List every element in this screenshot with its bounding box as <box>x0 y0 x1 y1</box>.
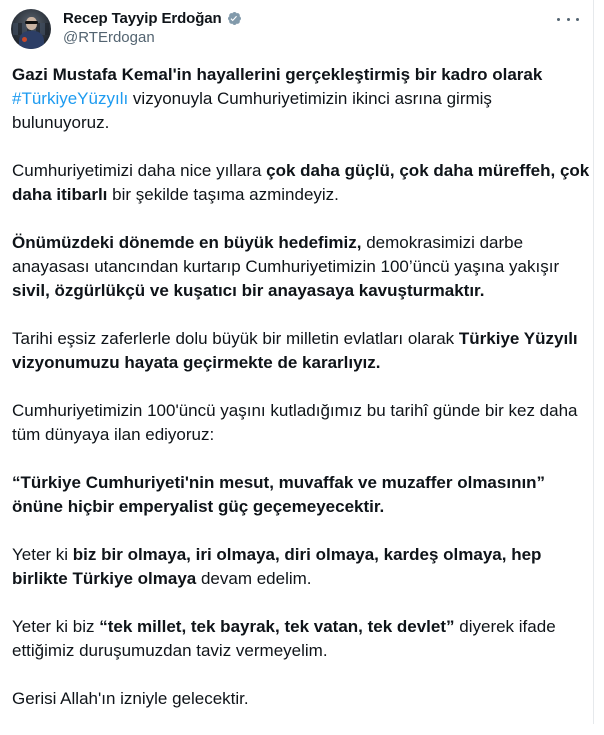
tweet-paragraph <box>12 399 590 447</box>
tweet-paragraph <box>12 159 590 207</box>
author-display-name[interactable]: Recep Tayyip Erdoğan <box>63 9 222 27</box>
text-normal: Yeter ki <box>12 545 73 564</box>
more-dot-icon <box>557 18 560 21</box>
author-handle[interactable]: @RTErdogan <box>63 29 155 46</box>
tweet-paragraph <box>12 63 590 135</box>
tweet-paragraph <box>12 687 590 711</box>
tweet-paragraph <box>12 543 590 591</box>
tweet-paragraph <box>12 231 590 303</box>
text-normal: devam edelim. <box>196 569 312 588</box>
verified-badge-icon <box>226 10 243 27</box>
text-normal: Gerisi Allah'ın izniyle gelecektir. <box>12 689 249 708</box>
text-normal: Yeter ki biz <box>12 617 100 636</box>
more-dot-icon <box>567 18 570 21</box>
hashtag-link[interactable]: #TürkiyeYüzyılı <box>12 89 129 108</box>
avatar-glasses <box>25 21 38 24</box>
timeline-column-border <box>593 0 594 724</box>
avatar[interactable] <box>11 9 51 49</box>
text-bold: Gazi Mustafa Kemal'in hayallerini gerçekleştirmiş bir kadro olarak <box>12 65 543 84</box>
text-bold: “Türkiye Cumhuriyeti'nin mesut, muvaffak ve muzaffer olmasının” önüne hiçbir emperyalist güç geçemeyecektir. <box>12 473 546 516</box>
tweet-paragraph <box>12 471 590 519</box>
text-bold: sivil, özgürlükçü ve kuşatıcı bir anayasaya kavuşturmaktır. <box>12 281 485 300</box>
text-normal: Tarihi eşsiz zaferlerle dolu büyük bir milletin evlatları olarak <box>12 329 459 348</box>
text-bold: Önümüzdeki dönemde en büyük hedefimiz, <box>12 233 362 252</box>
text-bold: çok daha güçlü, çok daha müreffeh, çok daha itibarlı <box>12 161 590 204</box>
tweet-paragraph <box>12 615 590 663</box>
text-normal: Cumhuriyetimizi daha nice yıllara <box>12 161 267 180</box>
more-options-button[interactable] <box>557 12 579 26</box>
text-normal: Cumhuriyetimizin 100'üncü yaşını kutladığımız bu tarihî günde bir kez daha tüm dünyaya ilan ediyoruz: <box>12 401 578 444</box>
text-bold: Türkiye Yüzyılı vizyonumuzu hayata geçirmekte de kararlıyız. <box>12 329 578 372</box>
text-normal: demokrasimizi darbe anayasası utancından kurtarıp Cumhuriyetimizin 100’üncü yaşına yakışır <box>12 233 560 276</box>
author-name-row <box>63 8 243 28</box>
more-dot-icon <box>576 18 579 21</box>
text-normal: bir şekilde taşıma azmindeyiz. <box>107 185 339 204</box>
tweet-text <box>12 63 590 735</box>
text-normal: vizyonuyla Cumhuriyetimizin ikinci asrına girmiş bulunuyoruz. <box>12 89 492 132</box>
tweet-header <box>0 0 593 56</box>
tweet-paragraph <box>12 327 590 375</box>
avatar-patch <box>22 37 27 42</box>
text-normal: diyerek ifade ettiğimiz duruşumuzdan taviz vermeyelim. <box>12 617 556 660</box>
text-bold: biz bir olmaya, iri olmaya, diri olmaya, kardeş olmaya, hep birlikte Türkiye olmaya <box>12 545 542 588</box>
text-bold: “tek millet, tek bayrak, tek vatan, tek devlet” <box>99 617 455 636</box>
